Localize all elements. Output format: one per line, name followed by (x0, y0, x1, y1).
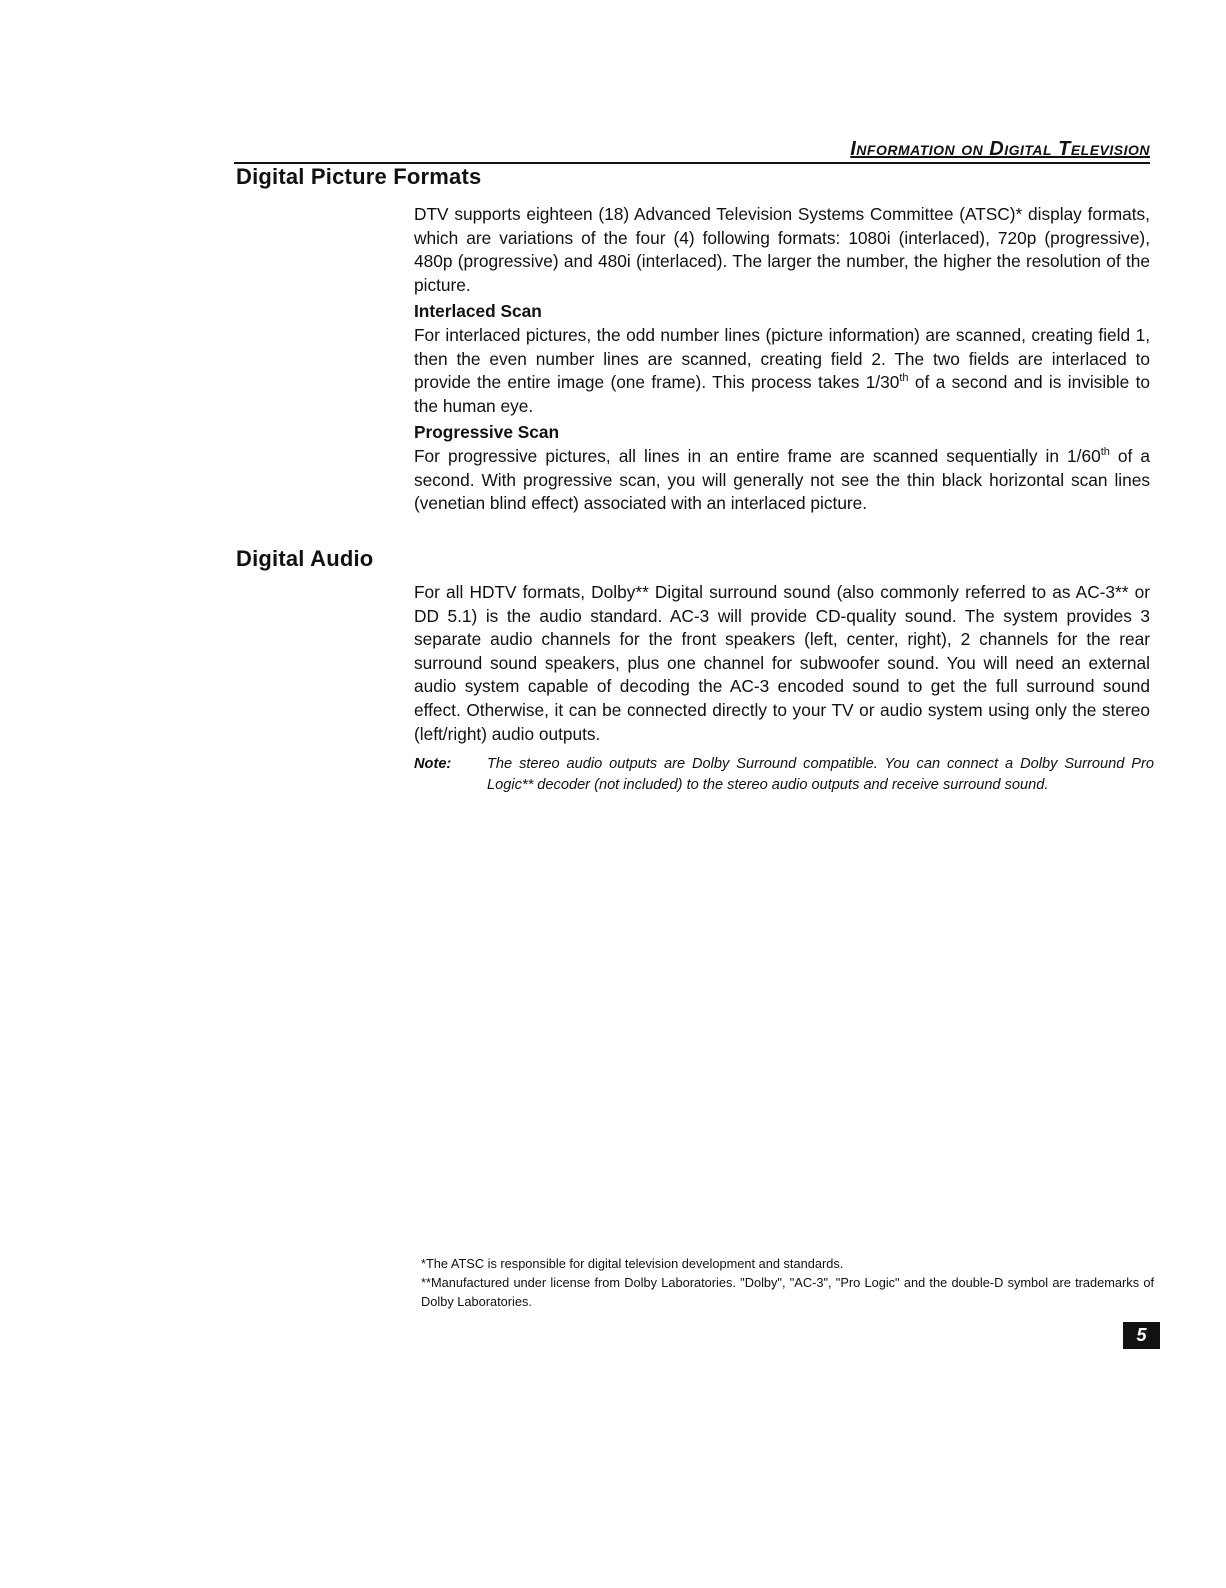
audio-note (414, 754, 1154, 796)
picture-formats-intro: DTV supports eighteen (18) Advanced Television Systems Committee (ATSC)* display formats, which are variations of the four (4) following formats: 1080i (interlaced), 720p (progressive), 480p (progressive) and 480i (interlaced). The larger the number, the higher the resolution of the picture. (414, 204, 1150, 295)
page-number: 5 (1123, 1322, 1160, 1349)
footnote-atsc: *The ATSC is responsible for digital television development and standards. (421, 1256, 844, 1271)
progressive-scan-text-end: of a second. With progressive scan, you will generally not see the thin black horizontal scan lines (venetian blind effect) associated with an interlaced picture. (414, 445, 1150, 514)
note-text: The stereo audio outputs are Dolby Surround compatible. You can connect a Dolby Surround Pro Logic** decoder (not included) to the stereo audio outputs and receive surround sound. (487, 756, 1154, 793)
page-header (234, 138, 1150, 164)
progressive-scan-paragraph (414, 445, 1150, 516)
interlaced-scan-text-end: of a second and is invisible to the human eye. (414, 372, 1150, 416)
interlaced-scan-text: For interlaced pictures, the odd number lines (picture information) are scanned, creating field 1, then the even number lines are scanned, creating field 2. The two fields are interlaced to provide the entire image (one frame). This process takes 1/30 (414, 324, 1150, 393)
interlaced-scan-heading: Interlaced Scan (414, 301, 542, 322)
progressive-scan-heading: Progressive Scan (414, 422, 560, 443)
digital-audio-paragraph: For all HDTV formats, Dolby** Digital surround sound (also commonly referred to as AC-3** or DD 5.1) is the audio standard. AC-3 will provide CD-quality sound. The system provides 3 separate audio channels for the front speakers (left, center, right), 2 channels for the rear surround sound speakers, plus one channel for subwoofer sound. You will need an external audio system capable of decoding the AC-3 encoded sound to get the full surround sound effect. Otherwise, it can be connected directly to your TV or audio system using only the stereo (left/right) audio outputs. (414, 582, 1150, 744)
footnote-dolby: **Manufactured under license from Dolby Laboratories. "Dolby", "AC-3", "Pro Logic" and the double-D symbol are trademarks of Dolby Laboratories. (421, 1275, 1154, 1309)
progressive-scan-text: For progressive pictures, all lines in an entire frame are scanned sequentially in 1/60 (414, 445, 1101, 466)
interlaced-scan-paragraph (414, 324, 1150, 418)
picture-formats-body (414, 203, 1150, 516)
digital-audio-body (414, 581, 1150, 746)
interlaced-superscript: th (899, 372, 909, 385)
footnotes (421, 1254, 1154, 1311)
section-heading-picture-formats: Digital Picture Formats (236, 164, 482, 189)
section-heading-digital-audio: Digital Audio (236, 546, 374, 571)
progressive-superscript: th (1100, 445, 1110, 458)
running-header-title: Information on Digital Television (840, 138, 1150, 161)
note-label: Note: (414, 756, 452, 772)
